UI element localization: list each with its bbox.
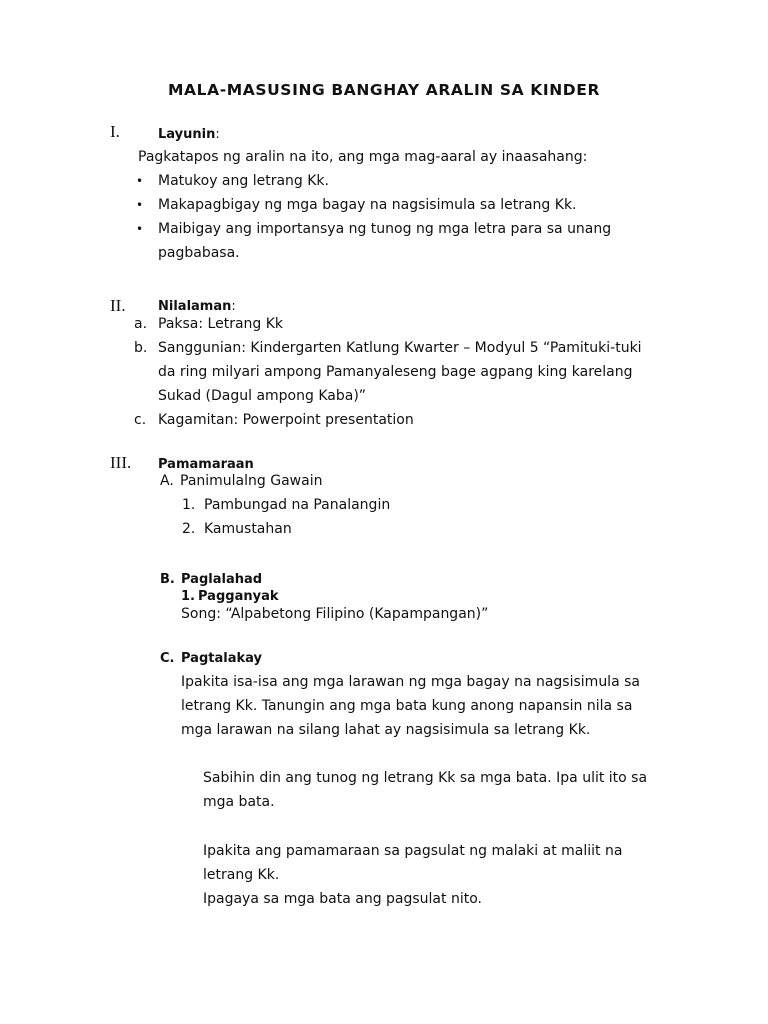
pagtalakay-para-2-line-2: mga bata. bbox=[203, 794, 275, 810]
sub-b-label: Paglalahad bbox=[181, 572, 263, 587]
pagtalakay-para-2-line-1: Sabihin din ang tunog ng letrang Kk sa mga bata. Ipa ulit ito sa bbox=[203, 770, 648, 786]
sub-b-item-label: Pagganyak bbox=[198, 589, 279, 604]
objective-1: Matukoy ang letrang Kk. bbox=[158, 173, 329, 189]
section-1-heading bbox=[158, 127, 220, 142]
section-1-intro: Pagkatapos ng aralin na ito, ang mga mag-aaral ay inaasahang: bbox=[138, 149, 588, 165]
sub-a-item-1: Pambungad na Panalangin bbox=[204, 497, 391, 513]
section-2-heading-colon: : bbox=[231, 299, 236, 314]
objective-2: Makapagbigay ng mga bagay na nagsisimula sa letrang Kk. bbox=[158, 197, 577, 213]
section-2-heading bbox=[158, 299, 236, 314]
content-paksa: Paksa: Letrang Kk bbox=[158, 316, 284, 332]
content-sanggunian-line-3: Sukad (Dagul ampong Kaba)” bbox=[158, 388, 367, 404]
section-1-heading-colon: : bbox=[215, 127, 220, 142]
document-title: MALA-MASUSING BANGHAY ARALIN SA KINDER bbox=[168, 81, 600, 99]
list-marker: c. bbox=[134, 412, 147, 428]
pagtalakay-para-1-line-2: letrang Kk. Tanungin ang mga bata kung anong napansin nila sa bbox=[181, 698, 633, 714]
sub-b-item-marker: 1. bbox=[181, 589, 195, 604]
section-1-numeral: I. bbox=[110, 122, 120, 141]
bullet-icon: • bbox=[136, 222, 144, 236]
bullet-icon: • bbox=[136, 198, 144, 212]
section-3-numeral: III. bbox=[110, 453, 132, 472]
sub-a-item-marker: 2. bbox=[182, 521, 196, 537]
song-line: Song: “Alpabetong Filipino (Kapampangan)” bbox=[181, 606, 489, 622]
sub-b-marker: B. bbox=[160, 572, 175, 587]
pagtalakay-para-3-line-3: Ipagaya sa mga bata ang pagsulat nito. bbox=[203, 891, 482, 907]
section-3-heading: Pamamaraan bbox=[158, 457, 254, 472]
list-marker: a. bbox=[134, 316, 148, 332]
bullet-icon: • bbox=[136, 174, 144, 188]
section-2-numeral: II. bbox=[110, 296, 126, 315]
content-kagamitan: Kagamitan: Powerpoint presentation bbox=[158, 412, 414, 428]
pagtalakay-para-1-line-3: mga larawan na silang lahat ay nagsisimula sa letrang Kk. bbox=[181, 722, 591, 738]
pagtalakay-para-1-line-1: Ipakita isa-isa ang mga larawan ng mga bagay na nagsisimula sa bbox=[181, 674, 640, 690]
sub-a-label: Panimulalng Gawain bbox=[180, 473, 323, 489]
objective-3: Maibigay ang importansya ng tunog ng mga letra para sa unang bbox=[158, 221, 612, 237]
objective-3-cont: pagbabasa. bbox=[158, 245, 240, 261]
sub-c-marker: C. bbox=[160, 651, 175, 666]
sub-a-item-2: Kamustahan bbox=[204, 521, 292, 537]
pagtalakay-para-3-line-2: letrang Kk. bbox=[203, 867, 280, 883]
pagtalakay-para-3-line-1: Ipakita ang pamamaraan sa pagsulat ng malaki at maliit na bbox=[203, 843, 623, 859]
section-2-heading-text: Nilalaman bbox=[158, 299, 232, 314]
content-sanggunian-line-2: da ring milyari ampong Pamanyaleseng bage agpang king karelang bbox=[158, 364, 633, 380]
list-marker: b. bbox=[134, 340, 148, 356]
sub-a-item-marker: 1. bbox=[182, 497, 196, 513]
section-1-heading-text: Layunin bbox=[158, 127, 216, 142]
content-sanggunian: Sanggunian: Kindergarten Katlung Kwarter – Modyul 5 “Pamituki-tuki bbox=[158, 340, 642, 356]
sub-a-marker: A. bbox=[160, 473, 174, 489]
sub-c-label: Pagtalakay bbox=[181, 651, 262, 666]
